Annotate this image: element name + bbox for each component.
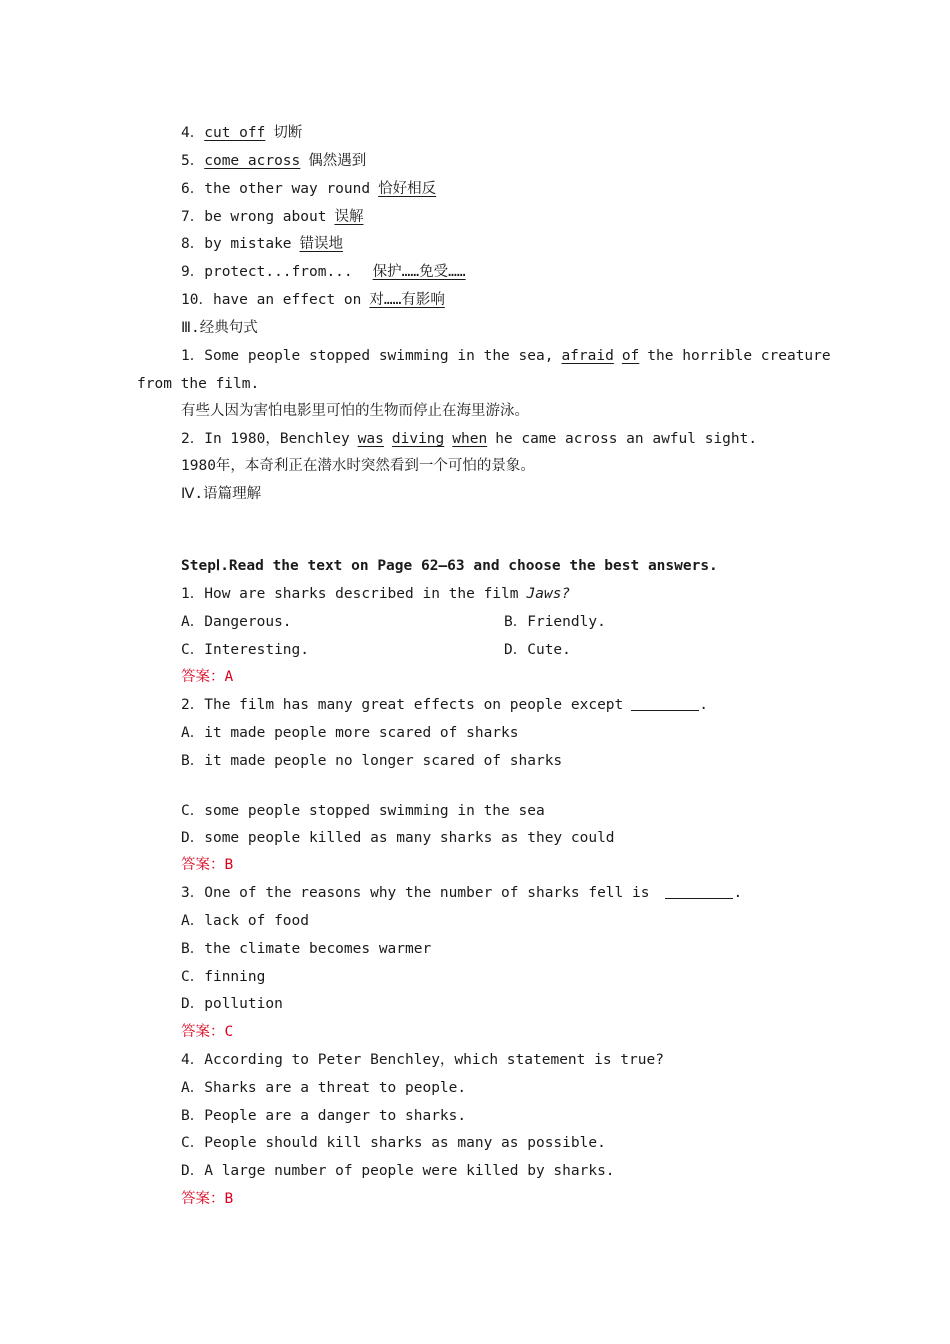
- phrase-zh: 偶然遇到: [308, 153, 367, 169]
- blank-answer: of: [621, 348, 640, 364]
- phrase-en: protect...from...: [204, 264, 353, 280]
- phrase-en: the other way round: [204, 181, 371, 197]
- option-a: A．lack of food: [181, 913, 309, 929]
- phrase-zh: 错误地: [299, 236, 344, 252]
- option-b: B．People are a danger to sharks.: [181, 1108, 467, 1124]
- phrase-item: 8．by mistake 错误地: [181, 236, 344, 252]
- option-c: C．finning: [181, 969, 266, 985]
- answer-blank: [631, 694, 699, 711]
- option-b: B．the climate becomes warmer: [181, 941, 432, 957]
- phrase-item: 10．have an effect on 对……有影响: [181, 292, 445, 308]
- question-stem: 2．The film has many great effects on people except .: [181, 693, 708, 717]
- answer-key: 答案：C: [181, 1024, 234, 1040]
- option-c: C．People should kill sharks as many as possible.: [181, 1135, 606, 1151]
- section-heading: Ⅲ.经典句式: [181, 320, 258, 336]
- blank-answer: was: [357, 431, 384, 447]
- option-d: D．Cute.: [504, 642, 571, 658]
- phrase-item: 7．be wrong about 误解: [181, 209, 364, 225]
- phrase-en: be wrong about: [204, 209, 327, 225]
- option-a: A．it made people more scared of sharks: [181, 725, 519, 741]
- phrase-zh: 误解: [334, 209, 364, 225]
- sentence-2-translation: 1980年，本奇利正在潜水时突然看到一个可怕的景象。: [181, 458, 535, 474]
- question-stem: 4．According to Peter Benchley，which statement is true?: [181, 1052, 664, 1068]
- section-heading: Ⅳ.语篇理解: [181, 486, 262, 502]
- sentence-1: 1．Some people stopped swimming in the sea, afraid of the horrible creature: [181, 348, 831, 364]
- question-stem: 3．One of the reasons why the number of sharks fell is .: [181, 881, 742, 905]
- option-d: D．A large number of people were killed by sharks.: [181, 1163, 615, 1179]
- option-d: D．pollution: [181, 996, 283, 1012]
- option-a: A．Sharks are a threat to people.: [181, 1080, 467, 1096]
- answer-key: 答案：B: [181, 857, 234, 873]
- phrase-zh: 恰好相反: [378, 181, 437, 197]
- phrase-item: 9．protect...from... 保护……免受……: [181, 264, 466, 280]
- phrase-en: by mistake: [204, 236, 292, 252]
- sentence-1-translation: 有些人因为害怕电影里可怕的生物而停止在海里游泳。: [181, 403, 529, 419]
- film-title: Jaws?: [526, 586, 571, 602]
- blank-answer: when: [452, 431, 488, 447]
- option-a: A．Dangerous.: [181, 614, 292, 630]
- phrase-item: 6．the other way round 恰好相反: [181, 181, 437, 197]
- phrase-zh: 保护……免受……: [372, 264, 466, 280]
- phrase-item: 5．come across 偶然遇到: [181, 153, 367, 169]
- sentence-1-cont: from the film.: [137, 376, 260, 392]
- answer-key: 答案：B: [181, 1191, 234, 1207]
- phrase-item: 4．cut off 切断: [181, 125, 303, 141]
- blank-answer: afraid: [561, 348, 614, 364]
- phrase-en: have an effect on: [212, 292, 362, 308]
- phrase-en: come across: [204, 153, 301, 169]
- phrase-zh: 对……有影响: [369, 292, 445, 308]
- phrase-en: cut off: [204, 125, 266, 141]
- phrase-zh: 切断: [273, 125, 303, 141]
- answer-key: 答案：A: [181, 669, 234, 685]
- option-b: B．it made people no longer scared of sharks: [181, 753, 563, 769]
- option-b: B．Friendly.: [504, 614, 606, 630]
- answer-blank: [665, 882, 733, 899]
- option-c: C．Interesting.: [181, 642, 309, 658]
- option-c: C．some people stopped swimming in the sea: [181, 803, 545, 819]
- step-heading: StepⅠ.Read the text on Page 62—63 and choose the best answers.: [181, 558, 718, 574]
- option-d: D．some people killed as many sharks as they could: [181, 830, 615, 846]
- blank-answer: diving: [391, 431, 445, 447]
- sentence-2: 2．In 1980，Benchley was diving when he came across an awful sight.: [181, 431, 758, 447]
- question-stem: 1．How are sharks described in the film Jaws?: [181, 586, 571, 602]
